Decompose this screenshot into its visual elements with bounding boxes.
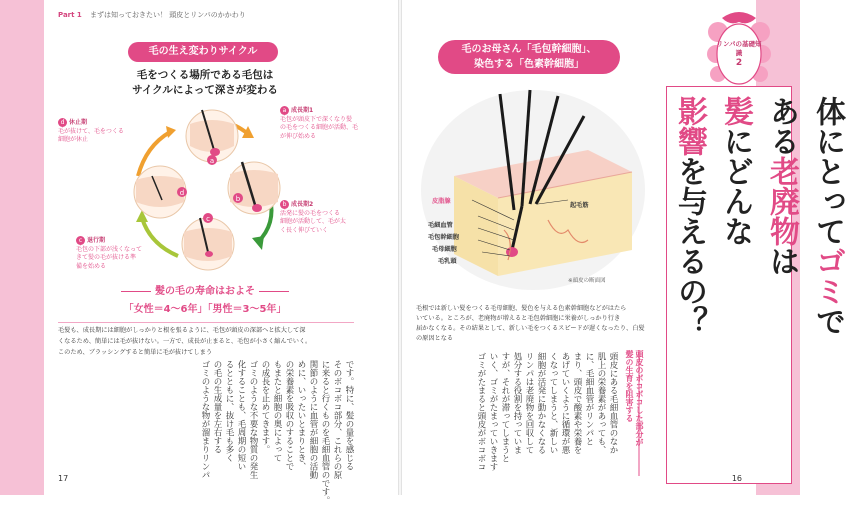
cycle-note: [58, 322, 354, 358]
diagram-label: b: [235, 195, 241, 203]
body-column: 化することも、毛周期の短い: [236, 360, 246, 471]
stage-title: 成長期2: [291, 201, 314, 208]
stage-marker: c: [76, 236, 85, 245]
note-line: くなるため、簡単には毛が抜けない。一方で、成長が止まると、毛包が小さく縮んでいく。: [58, 338, 312, 345]
body-column: 処分する役割を持っていま: [512, 352, 522, 454]
diagram-label: d: [179, 189, 185, 197]
lifespan-values: 「女性＝4〜6年」「男性＝3〜5年」: [123, 304, 287, 315]
side-caption-line: 髪の生育を阻害する: [625, 350, 634, 422]
stage-desc: 毛が抜けて、毛をつくる: [58, 127, 124, 135]
right-page: [402, 0, 845, 495]
stage-marker: d: [58, 118, 67, 127]
body-column: の栄養素を吸収のすることで: [284, 360, 294, 471]
running-head-part: Part 1: [58, 11, 82, 19]
hair-cycle-diagram: [130, 106, 280, 276]
stem-note: [416, 304, 660, 344]
label-follicle-stem: 毛包幹細胞: [428, 234, 459, 241]
headline-accent: 髪: [718, 96, 753, 126]
headline-column: [716, 96, 754, 476]
cycle-arrow: [142, 218, 178, 256]
stage-marker: b: [280, 200, 289, 209]
left-page: [0, 0, 398, 505]
note-line: 毛根では新しい髪をつくる毛母細胞、髪色を与える色素幹細胞などがはたら: [416, 305, 627, 312]
note-line: 毛髪も、成長期には細胞がしっかりと根を張るように、毛包が頭皮の深部へと拡大して深: [58, 327, 306, 334]
label-arrector: 起毛筋: [570, 202, 589, 209]
left-body-text: [58, 360, 354, 505]
stem-title-line2: 染色する「色素幹細胞」: [474, 59, 584, 70]
page-number-left: 17: [58, 474, 69, 483]
side-caption: [624, 350, 644, 480]
running-head-text: まずは知っておきたい！ 頭皮とリンパのかかわり: [90, 11, 246, 19]
stage-resting: [58, 118, 124, 145]
stage-desc: 細胞が休止: [58, 136, 89, 143]
body-column: めに、いったいとまりとき、: [296, 360, 306, 471]
headline-part: を与えるの？: [672, 156, 707, 336]
diagram-label: c: [206, 215, 210, 223]
body-column: すが、それが滞ってしまうと: [500, 352, 510, 463]
label-matrix: 毛母細胞: [432, 246, 457, 253]
headline-part: にどんな: [718, 126, 753, 246]
stage-desc: の毛をつくる細胞が活動、毛: [280, 124, 359, 131]
body-column: です。特に、髪の量を感じる: [344, 360, 354, 471]
body-column: ゴミのような物が溜まりリンパ: [200, 360, 210, 479]
side-caption-line: 頭皮のボコボコした部分が: [635, 350, 644, 446]
body-column: くなってしまうと、新しい: [548, 352, 558, 454]
stem-title-line1: 毛のお母さん「毛包幹細胞」、: [461, 44, 597, 55]
cycle-title: 毛の生え変わりサイクル: [128, 42, 278, 62]
diagram-caption: ※頭皮の断面図: [568, 278, 606, 284]
follicle-stage-d: [134, 166, 187, 218]
running-head: [58, 10, 246, 20]
cycle-intro: [100, 68, 310, 98]
body-column: あげていくように循環が悪: [560, 352, 570, 454]
headline-column: [762, 96, 800, 476]
stage-desc: きて髪の毛が抜ける準: [76, 254, 137, 261]
note-line: の原因となる: [416, 335, 454, 342]
body-column: るとともに、抜け毛も多く: [224, 360, 234, 462]
body-column: まり、頭皮で酸素や栄養を: [572, 352, 582, 454]
label-capillary: 毛細血管: [428, 222, 453, 229]
body-column: に、毛細血管がリンパと: [584, 352, 594, 446]
headline-accent: ゴミ: [810, 246, 845, 306]
stage-marker: a: [280, 106, 289, 115]
lifespan-title: [60, 285, 350, 299]
cycle-arrow-head: [166, 126, 176, 138]
page-number-right: 16: [731, 474, 742, 483]
follicle-stage-b: [228, 162, 280, 214]
note-line: 届かなくなる。その結果として、新しい毛をつくるスピードが遅くなったり、白髪: [416, 325, 645, 332]
page-headline: [670, 96, 846, 476]
note-line: このため、ブラッシングすると簡単に毛が抜けてしまう: [58, 349, 213, 356]
stage-growth-2: [280, 200, 346, 235]
label-papilla: 毛乳頭: [438, 258, 457, 265]
follicle-stage-c: [182, 213, 234, 270]
headline-accent: 影響: [672, 96, 707, 156]
stage-desc: が伸び始める: [280, 132, 317, 140]
left-page-stripe: [0, 0, 44, 495]
label-sebaceous: 皮脂腺: [432, 198, 451, 205]
cycle-arrow-head: [252, 236, 264, 250]
headline-column: [670, 96, 708, 476]
body-column: いく、ゴミがたまっていきます: [488, 352, 498, 471]
body-column: そのボコボコ部分、これらの原: [332, 360, 342, 479]
cycle-intro-line2: サイクルによって深さが変わる: [132, 84, 278, 96]
stage-title: 休止期: [69, 119, 88, 126]
note-line: いている。ところが、老廃物が増えると毛包幹細胞に栄養がしっかり行き: [416, 315, 621, 322]
headline-part: は: [764, 246, 799, 276]
body-column: に来ると行くものを毛細血管のです。: [320, 360, 330, 505]
badge-number: 2: [735, 58, 743, 68]
body-column: ゴミがたまると頭皮がボコボコ: [476, 352, 486, 471]
headline-part: 体にとって: [810, 96, 845, 246]
stage-title: 退行期: [87, 237, 106, 244]
body-column: もまたと細胞の奥によって: [272, 360, 282, 462]
stage-title: 成長期1: [291, 107, 314, 114]
headline-part: で: [810, 306, 845, 336]
lifespan-title-text: 髪の毛の寿命はおよそ: [155, 286, 255, 297]
body-column: の成長を止めてきます。: [260, 360, 270, 454]
badge-label: リンパの基礎知識: [716, 40, 762, 57]
divider: [121, 291, 151, 292]
stage-desc: 細胞が活動して、毛が太: [280, 218, 346, 225]
stage-desc: 備を始める: [76, 262, 107, 270]
body-column: リンパは老廃物を回収して: [524, 352, 534, 454]
body-column: 肌上の栄養素があっても、: [596, 352, 606, 454]
headline-part: ある: [764, 96, 799, 156]
stage-desc: 毛包が頭皮下で深くなり髪: [280, 115, 353, 123]
body-column: 関節のように血管が細胞の活動: [308, 360, 318, 479]
right-body-text: [418, 352, 618, 482]
follicle-stage-a: [186, 110, 238, 165]
stage-desc: 活発に髪の毛をつくる: [280, 209, 341, 217]
diagram-label: a: [209, 157, 215, 165]
stage-growth-1: [280, 106, 358, 141]
headline-column: [808, 96, 846, 476]
cycle-intro-line1: 毛をつくる場所である毛包は: [136, 69, 274, 81]
stage-desc: 毛包の下部が浅くなって: [76, 245, 143, 253]
stage-desc: く長く伸びていく: [280, 226, 329, 234]
stem-cell-title: [438, 40, 620, 74]
headline-accent: 老廃物: [764, 156, 799, 246]
divider: [259, 291, 289, 292]
body-column: 細胞が活発に動かなくなる: [536, 352, 546, 454]
body-column: ゴミのような不要な物質の発生: [248, 360, 258, 479]
body-column: 頭皮にある毛細血管のなか: [608, 352, 618, 454]
body-column: の毛の生成量を左右する: [212, 360, 222, 454]
